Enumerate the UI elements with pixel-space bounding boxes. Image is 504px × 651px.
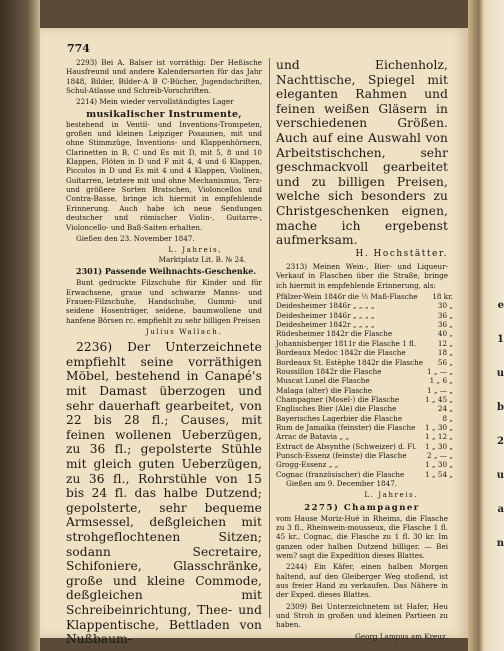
wine-row — [276, 329, 453, 338]
ad-gifts-heading: 2301) Passende Weihnachts-Geschenke. — [76, 265, 257, 276]
wine-price: 1 „ 30 „ — [425, 422, 454, 432]
page-number: 774 — [67, 42, 90, 55]
wine-row — [276, 404, 453, 413]
edge-glyph: u — [496, 470, 504, 481]
wine-name: Deidesheimer 1842r „ „ „ „ — [276, 320, 375, 330]
wine-price: 56 „ — [437, 357, 454, 367]
wine-price: 18 kr. — [432, 292, 454, 302]
wine-name: Bayerisches Lagerbier die Flasche — [276, 413, 403, 423]
wine-row — [276, 311, 453, 320]
wine-name: Arrac de Batavia „ „ — [276, 432, 350, 442]
wine-name: Malaga (alter) die Flasche — [276, 385, 373, 395]
wine-name: Punsch-Essenz (feinste) die Flasche — [276, 450, 407, 460]
ad-furniture-part2: und Eichenholz, Nachttische, Spiegel mit eleganten Rahmen und feinen weißen Gläsern in verschiedenen Größen. Auch auf eine Auswahl von Arbeitstischchen, sehr geschmackvoll gearbeitet und zu billigen Preisen, welche sich besonders zu Christgeschenken eignen, mache ich ergebenst aufmerksam. — [276, 58, 448, 248]
wine-price: 18 „ — [437, 348, 454, 358]
wine-price: 1 „ — „ — [426, 366, 454, 376]
next-page-edge — [468, 0, 504, 651]
wine-name: Johannisberger 1811r die Flasche 1 fl. — [276, 338, 417, 348]
edge-glyph: e — [497, 300, 504, 311]
wine-name: Champagner (Mosel-) die Flasche — [276, 394, 400, 404]
wine-name: Bordeaux St. Estèphe 1842r die Flasche — [276, 357, 423, 367]
wine-row — [276, 320, 453, 329]
wine-row — [276, 432, 453, 441]
wine-row — [276, 376, 453, 385]
wine-name: Cognac (französischer) die Flasche — [276, 469, 405, 479]
ad-instruments-signature: L. Jahreis, — [168, 245, 222, 255]
wine-row — [276, 348, 453, 357]
ad-hay: 2309) Bei Unterzeichnetem ist Hafer, Heu und Stroh in großen und kleinen Partieen zu haben. — [276, 601, 448, 630]
ad-hay-signature: Georg Lampus am Kreuz. — [355, 631, 448, 641]
ad-field-sale: 2244) Ein Käfer, einen halben Morgen haltend, auf den Gleiberger Weg stoßend, ist aus freier Hand zu verkaufen. Das Nähere in der Exped. dieses Blattes. — [276, 562, 448, 600]
wine-row — [276, 292, 453, 301]
wine-price: 1 „ 6 „ — [429, 376, 454, 386]
wine-name: Roussillon 1842r die Flasche — [276, 366, 382, 376]
edge-glyph: n — [496, 538, 504, 549]
wine-price: 36 „ — [437, 320, 454, 330]
edge-glyph: u — [496, 368, 504, 379]
right-column — [276, 58, 454, 641]
ad-gifts-body: Bunt gedruckte Filzschuhe für Kinder und für Erwachsene, graue und schwarze Manns- und Frauen-Filzschuhe, Handschuhe, Gummi- und seidene Hosenträger, seidene, baumwollene und hanfene Börsen rc. empfiehlt zu sehr billigen Preisen — [66, 278, 262, 325]
wine-name: Deidesheimer 1846r „ „ „ „ — [276, 301, 375, 311]
ad-wine-signature: L. Jahreis. — [364, 490, 418, 500]
book-page — [40, 28, 468, 647]
ad-champagne-body: vom Hause Moriz-Hué in Rheims, die Flasche zu 3 fl., Rheinwein-mousseux, die Flasche 1 fl. 45 kr., Cognac, die Flasche zu 1 fl. 30 kr. Im ganzen oder halben Dutzend billiger. — Bei wem? sagt die Expedition dieses Blattes. — [276, 513, 448, 561]
column-rule — [269, 58, 270, 618]
wine-price: 30 „ — [437, 301, 454, 311]
wine-row — [276, 395, 453, 404]
wine-price: 1 „ — „ — [426, 385, 454, 395]
wine-price: 1 „ 45 „ — [425, 394, 454, 404]
ad-gifts-signature: Julius Wallach. — [145, 326, 222, 336]
edge-glyph: a — [497, 504, 504, 515]
wine-row — [276, 423, 453, 432]
edge-glyph: b — [497, 402, 504, 413]
wine-price-list — [276, 292, 453, 479]
ad-instruments-intro: 2214) Mein wieder vervollständigtes Lager — [76, 97, 234, 107]
wine-name: Englisches Bier (Ale) die Flasche — [276, 404, 397, 414]
wine-price: 36 „ — [437, 310, 454, 320]
wine-price: 1 „ 54 „ — [425, 469, 454, 479]
left-column — [66, 58, 262, 649]
wine-row — [276, 339, 453, 348]
edge-glyph: 1 — [497, 334, 504, 345]
wine-price: 1 „ 12 „ — [425, 432, 454, 442]
ad-wine-intro: 2313) Meinen Wein-, Bier- und Liqueur-Verkauf in Flaschen über die Straße, bringe ich hiermit in empfehlende Erinnerung, als: — [276, 262, 448, 290]
wine-price: 8 „ — [442, 413, 454, 423]
ad-instruments-date: Gießen den 23. November 1847. — [76, 233, 195, 243]
wine-name: Deidesheimer 1846r „ „ „ „ — [276, 310, 375, 320]
edge-glyph: 2 — [497, 436, 504, 447]
wine-row — [276, 414, 453, 423]
wine-name: Bordeaux Medoc 1842r die Flasche — [276, 348, 406, 358]
ad-calendars: 2293) Bei A. Balser ist vorräthig: Der Heßische Hausfreund und andere Kalendersorten für das Jahr 1848, Bilder, Bilder-A B C-Bücher, Jugendschriften, Schul-Atlasse und Schreib-Vorschriften. — [66, 58, 262, 96]
wine-price: 24 „ — [437, 404, 454, 414]
ad-champagne-heading: 2275) Champagner — [304, 502, 420, 513]
book-spine — [0, 0, 40, 651]
ad-instruments-address: Marktplatz Lit. B. № 24. — [158, 254, 246, 264]
ad-wine-date: Gießen am 9. December 1847. — [286, 478, 398, 488]
ad-instruments-heading: musikalischer Instrumente, — [86, 108, 242, 120]
wine-row — [276, 460, 453, 469]
wine-row — [276, 386, 453, 395]
wine-price: 12 „ — [437, 338, 454, 348]
wine-price: 40 „ — [437, 329, 454, 339]
wine-name: Pfälzer-Wein 1846r die ½ Maß-Flasche — [276, 292, 418, 302]
ad-furniture-part1: 2236) Der Unterzeichnete empfiehlt seine vorräthigen Möbel, bestehend in Canapé's mit Damast überzogen und sehr dauerhaft gearbeitet, von 22 bis 28 fl.; Causes, mit feinen wollenen Ueberzügen, zu 36 fl.; gepolsterte Stühle mit gleich guten Ueberzügen, zu 36 fl., Rohrstühle von 15 bis 24 fl. das halbe Dutzend; gepolsterte, sehr bequeme Armsessel, deßgleichen mit strohgeflochtenen Sitzen; sodann Secretaire, Schifoniere, Glasschränke, große und kleine Commode, deßgleichen mit Schreibeinrichtung, Thee- und Klappentische, Bettladen von Nußbaum- — [66, 340, 262, 647]
wine-row — [276, 451, 453, 460]
wine-price: 1 „ 30 „ — [425, 441, 454, 451]
wine-price: 2 „ — „ — [426, 450, 454, 460]
wine-row — [276, 367, 453, 376]
ad-instruments-body: bestehend in Ventil- und Inventions-Trompeten, großen und kleinen Leipziger Posaunen, mit und ohne Stimmzüge, Inventions- und Klappenhörnern, Clarinetten in B, C und Es mit D, mit 5, 8 und 10 Klappen, Flöten in D und F mit 4, 4 und 6 Klappen, Piccolos in D und Es mit 4 und 4 Klappen, Violinen, Guitarren, letztere mit und ohne Mechanismus, Terz- und größere Sorten Bratschen, Violoncellos und Contra-Basse, bringe ich hiermit in empfehlende Erinnerung. Auch habe ich neue Sendungen deutscher und römischer Violin-, Guitarre-, Violoncello- und Baß-Saiten erhalten. — [66, 119, 262, 232]
ad-furniture-signature: H. Hochstätter. — [355, 248, 448, 259]
wine-price: 1 „ 30 „ — [425, 460, 454, 470]
wine-row — [276, 301, 453, 310]
wine-name: Grogg-Essenz „ „ — [276, 460, 339, 470]
wine-name: Extract de Absynthe (Schweizer) d. Fl. — [276, 441, 417, 451]
wine-row — [276, 470, 453, 479]
wine-row — [276, 358, 453, 367]
wine-row — [276, 442, 453, 451]
wine-name: Rum de Jamaika (feinster) die Flasche — [276, 422, 416, 432]
wine-name: Muscat Lunel die Flasche — [276, 376, 370, 386]
wine-name: Rüdesheimer 1842r die Flasche — [276, 329, 393, 339]
